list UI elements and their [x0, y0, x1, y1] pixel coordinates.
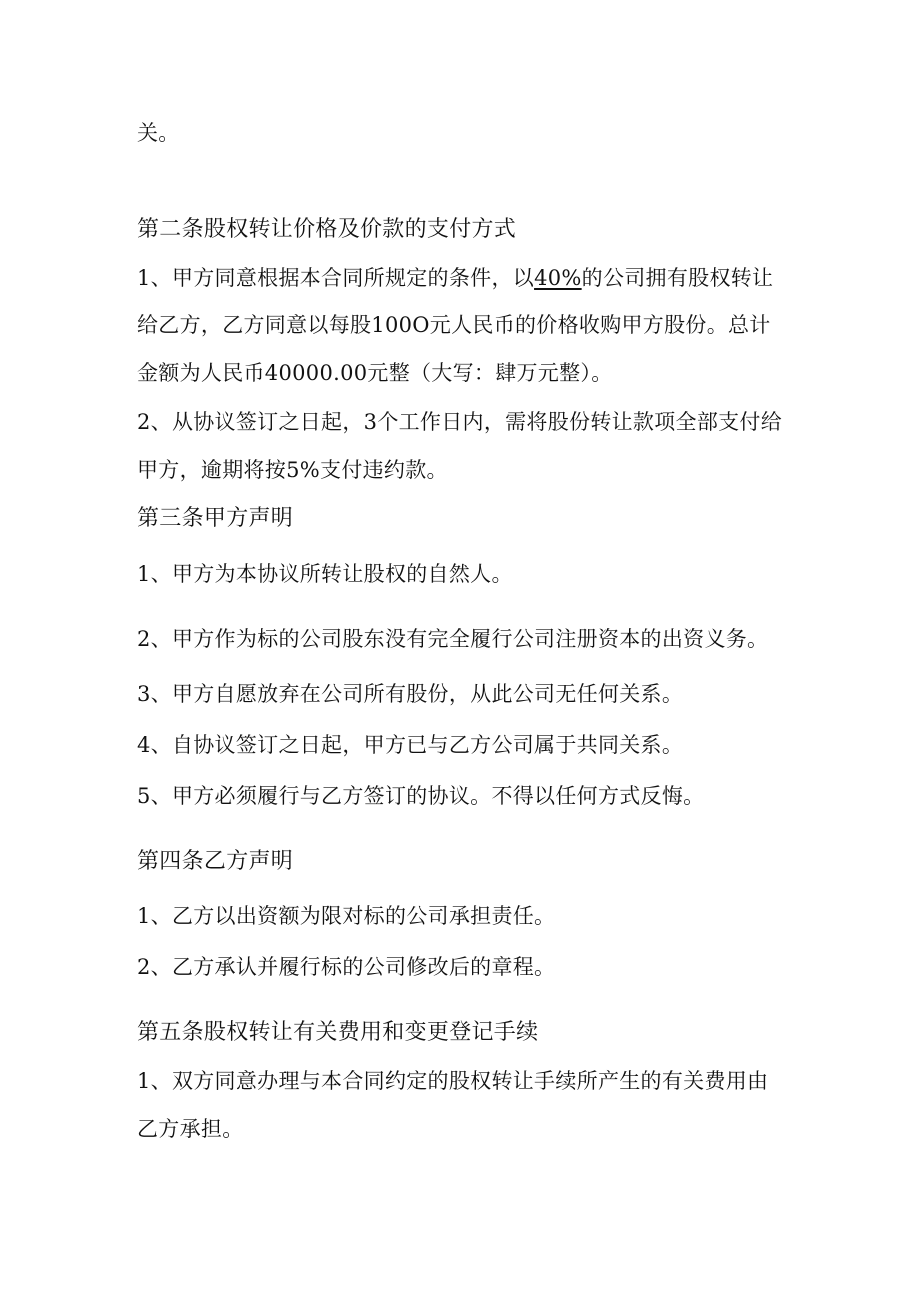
article5-item1-line1: 1、双方同意办理与本合同约定的股权转让手续所产生的有关费用由 [137, 1069, 769, 1093]
article3-item-5: 5、甲方必须履行与乙方签订的协议。不得以任何方式反悔。 [137, 784, 705, 808]
article5-item1-line2: 乙方承担。 [137, 1117, 244, 1141]
article2-heading: 第二条股权转让价格及价款的支付方式 [137, 217, 517, 242]
article4-item-1: 1、乙方以出资额为限对标的公司承担责任。 [137, 904, 556, 928]
article2-item1-text-after: 的公司拥有股权转让 [581, 266, 774, 290]
article3-item-2: 2、甲方作为标的公司股东没有完全履行公司注册资本的出资义务。 [137, 627, 769, 651]
article2-item2-line2: 甲方，逾期将按5%支付违约款。 [137, 458, 448, 482]
article3-item-3: 3、甲方自愿放弃在公司所有股份，从此公司无任何关系。 [137, 682, 684, 706]
article3-item-4: 4、自协议签订之日起，甲方已与乙方公司属于共同关系。 [137, 733, 684, 757]
article2-item1-line3: 金额为人民币40000.00元整（大写：肆万元整）。 [137, 361, 613, 385]
article2-item1-line2: 给乙方，乙方同意以每股100O元人民币的价格收购甲方股份。总计 [137, 313, 771, 337]
article4-item-2: 2、乙方承认并履行标的公司修改后的章程。 [137, 955, 556, 979]
article2-item2-line1: 2、从协议签订之日起，3个工作日内，需将股份转让款项全部支付给 [137, 410, 783, 434]
article3-heading: 第三条甲方声明 [137, 506, 294, 531]
article2-item1-text-before: 1、甲方同意根据本合同所规定的条件，以 [137, 266, 535, 290]
article2-item1-percentage: 40% [534, 266, 582, 290]
continuation-text: 关。 [137, 121, 180, 145]
article3-item-1: 1、甲方为本协议所转让股权的自然人。 [137, 562, 513, 586]
article4-heading: 第四条乙方声明 [137, 849, 294, 874]
article5-heading: 第五条股权转让有关费用和变更登记手续 [137, 1020, 539, 1045]
article2-item1-line1 [137, 266, 773, 290]
